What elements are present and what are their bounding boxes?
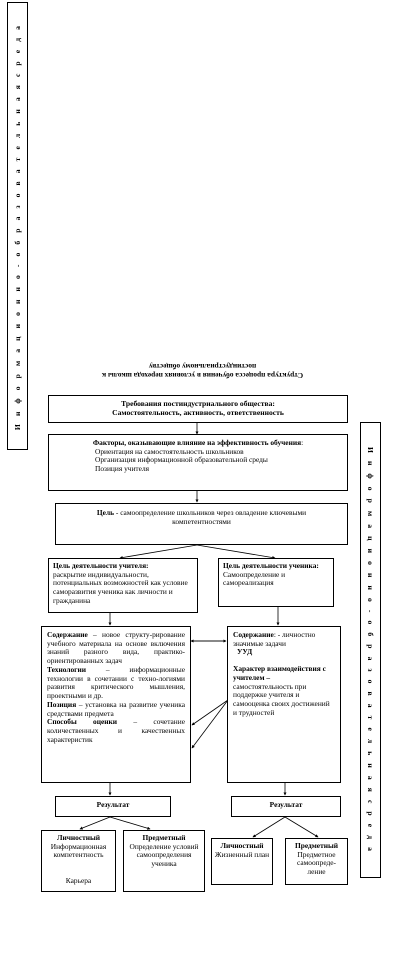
teacher-tech-label: Технологии — [47, 664, 87, 674]
personal-right-label: Личностный — [220, 841, 264, 850]
factors-box — [48, 434, 348, 491]
arrow-student-to-teacher-1 — [192, 700, 228, 725]
goal-label: Цель — [96, 508, 115, 517]
requirements-heading: Требования постиндустриального общества: — [121, 399, 275, 408]
subject-left-text: Определение условий самоопределения ученика — [129, 841, 199, 869]
student-content-label: Содержание — [233, 630, 274, 639]
subject-left-label: Предметный — [142, 833, 186, 842]
arrow-result-right-to-personal — [253, 817, 285, 837]
teacher-goal-box — [48, 558, 198, 613]
diagram-title — [40, 361, 365, 379]
arrow-result-left-to-subject — [110, 817, 150, 829]
factors-item-3: Позиция учителя — [95, 464, 150, 474]
factors-heading-text: Факторы, оказывающие влияние на эффективность обучения — [92, 438, 302, 447]
factors-list — [55, 448, 341, 474]
goal-box — [55, 503, 348, 545]
subject-right-text: Предметное самоопреде-ление — [296, 849, 337, 877]
student-content-text: : - личностно значимые задачи — [233, 630, 316, 648]
teacher-content-text: – новое структу-рирование учебного материала на основе включения знаний разного вида, практико-ориентированных задач — [47, 630, 185, 666]
personal-left-text: Информационная компетентность — [50, 841, 107, 860]
student-content-box — [227, 626, 341, 783]
teacher-position-label: Позиция — [47, 699, 77, 709]
arrow-student-to-teacher-2 — [192, 700, 228, 748]
result-left-text: Результат — [96, 800, 130, 809]
requirements-box — [48, 395, 348, 423]
personal-right-text: Жизненный план — [214, 849, 270, 859]
subject-right-box — [285, 838, 348, 885]
teacher-methods-label: Способы оценки — [47, 717, 118, 727]
student-content-item — [233, 631, 335, 648]
arrow-goal-to-teacher — [120, 545, 197, 558]
side-label-right — [360, 422, 381, 878]
side-label-right-text: И н ф о р м а ц и о н н о - о б р а з о в а т е л ь н а я с р е д а — [366, 446, 375, 854]
teacher-content-label: Содержание — [47, 630, 88, 639]
diagram-title-line2: постиндустриальному обществу — [148, 361, 257, 371]
teacher-tech-text: – информационные технологии в сочетании с техно-логиями развития критического мышления, проектными и др. — [47, 664, 185, 701]
factors-item-1: Ориентация на самостоятельность школьников — [95, 446, 244, 456]
teacher-goal-text: раскрытие индивидуальности, потенциальных возможностей как условие самоpазвития ученика как личности и гражданина — [53, 569, 188, 605]
student-goal-text: Самоопределение и самореализация — [223, 569, 286, 588]
diagram-title-line1: Структура процесса обучения в условиях перехода школы к — [101, 370, 304, 380]
student-goal-box — [218, 558, 334, 607]
result-left-box — [55, 796, 171, 817]
teacher-content-box — [41, 626, 191, 783]
factors-item-2: Организация информационной образовательной среды — [95, 455, 268, 465]
arrow-result-left-to-personal — [80, 817, 110, 829]
personal-left-career: Карьера — [65, 876, 92, 885]
goal-dash: - — [114, 508, 121, 517]
side-label-left — [7, 2, 28, 450]
student-goal-label: Цель деятельности ученика: — [223, 561, 319, 570]
personal-left-label: Личностный — [56, 833, 101, 842]
arrow-result-right-to-subject — [285, 817, 318, 837]
student-uud — [233, 648, 335, 657]
result-right-text: Результат — [269, 800, 303, 809]
student-interaction-label-text: Характер взаимодействия с учителем – — [233, 664, 326, 682]
personal-right-box — [211, 838, 273, 885]
side-label-left-text: И н ф о р м а ц и о н н о - о б р а з о в а т е л ь н а я с р е д а — [13, 22, 22, 430]
arrow-goal-to-student — [197, 545, 275, 558]
teacher-position-text: – установка на развитие ученика средствами предмета — [47, 699, 185, 718]
teacher-methods-text: – сочетание количественных и качественных характеристик — [47, 717, 185, 744]
student-uud-text: УУД — [237, 647, 253, 657]
requirements-values: Самостоятельность, активность, ответственность — [112, 407, 284, 417]
personal-left-box — [41, 830, 116, 892]
teacher-position-item — [47, 701, 185, 718]
teacher-content-item — [47, 631, 185, 666]
teacher-methods-item — [47, 718, 185, 744]
subject-right-label: Предметный — [294, 841, 338, 850]
result-right-box — [231, 796, 341, 817]
student-interaction-label — [233, 665, 335, 682]
factors-heading-colon: : — [301, 438, 304, 447]
teacher-goal-label: Цель деятельности учителя: — [53, 561, 149, 570]
student-interaction-text: самостоятельность при поддержке учителя и самооценка своих достижений и трудностей — [233, 681, 330, 717]
subject-left-box — [123, 830, 205, 892]
goal-text: самоопределение школьников через овладение ключевыми компетентностями — [120, 508, 307, 526]
teacher-tech-item — [47, 666, 185, 701]
